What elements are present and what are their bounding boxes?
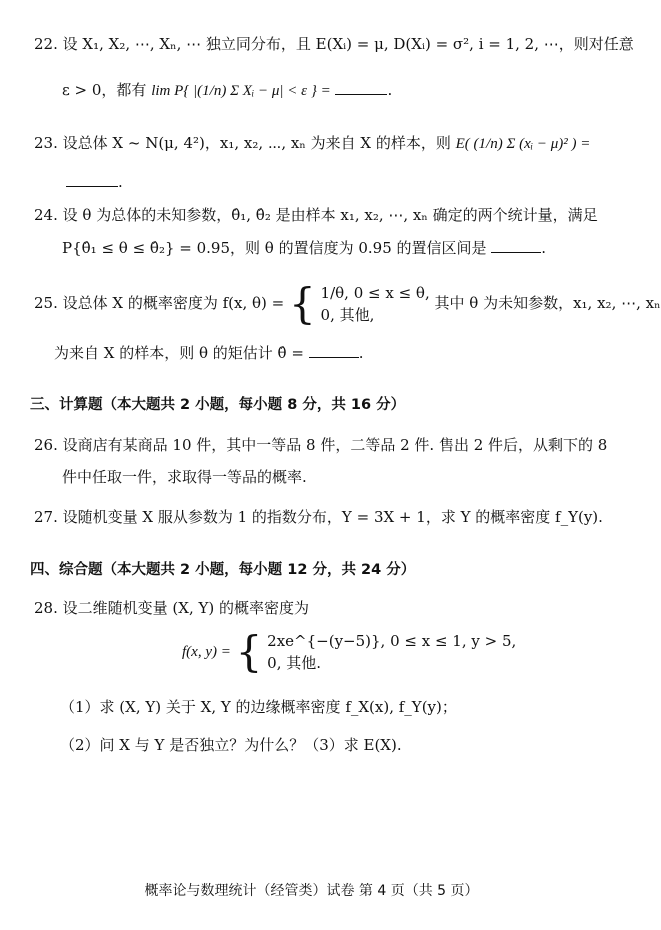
q25-brace: { — [289, 279, 316, 328]
q25-number: 25. — [34, 294, 58, 312]
q23-line2 — [66, 172, 123, 192]
q28-number: 28. — [34, 599, 58, 617]
q22-limit-expr: lim P{ |(1/n) Σ Xᵢ − μ| < ε } = — [151, 83, 331, 99]
q23-number: 23. — [34, 134, 58, 152]
q23-answer-blank[interactable] — [66, 172, 118, 187]
q28-f-prefix: f(x, y) = — [182, 644, 231, 660]
q23-line1 — [34, 133, 590, 154]
q28-case1: 2xe^{−(y−5)}, 0 ≤ x ≤ 1, y > 5, — [267, 632, 517, 650]
q22-answer-blank[interactable] — [335, 80, 387, 95]
q28-text-1: 设二维随机变量 (X, Y) 的概率密度为 — [62, 599, 309, 617]
q25-line1 — [34, 279, 661, 332]
section-4-heading: 四、综合题（本大题共 2 小题，每小题 12 分，共 24 分） — [30, 562, 416, 578]
q24-text-1: 设 θ 为总体的未知参数，θ̂₁, θ̂₂ 是由样本 x₁, x₂, ⋯, xₙ 确定的两个统计量，满足 — [62, 206, 598, 224]
q28-brace: { — [235, 627, 263, 676]
q25-case2: 0, 其他, — [320, 306, 375, 324]
q24-answer-blank[interactable] — [491, 238, 541, 253]
q22-number: 22. — [34, 35, 58, 53]
q22-text-1: 设 X₁, X₂, ⋯, Xₙ, ⋯ 独立同分布，且 E(Xᵢ) = μ, D(Xᵢ) = σ², i = 1, 2, ⋯，则对任意 — [62, 35, 634, 53]
q28-part2: （2）问 X 与 Y 是否独立？为什么？（3）求 E(X). — [60, 736, 402, 754]
q24-line2 — [62, 238, 546, 258]
q24-number: 24. — [34, 206, 58, 224]
q25-prefix: 设总体 X 的概率密度为 f(x, θ) = — [62, 294, 285, 312]
q26-line2: 件中任取一件，求取得一等品的概率. — [62, 468, 307, 486]
q22-suffix: . — [387, 81, 393, 99]
q28-cases — [267, 630, 516, 674]
q27-number: 27. — [34, 508, 58, 526]
q24-text-2: P{θ̂₁ ≤ θ ≤ θ̂₂} = 0.95，则 θ 的置信度为 0.95 的置信区间是 — [62, 239, 487, 257]
q22-prefix: ε > 0，都有 — [62, 81, 147, 99]
q25-answer-blank[interactable] — [309, 343, 359, 358]
q24-suffix: . — [541, 239, 547, 257]
q25-case1: 1/θ, 0 ≤ x ≤ θ, — [320, 284, 430, 302]
q22-line1 — [34, 34, 634, 54]
q25-cases — [321, 282, 430, 326]
q26-number: 26. — [34, 436, 58, 454]
q25-suffix: . — [358, 344, 364, 362]
section-3-heading: 三、计算题（本大题共 2 小题，每小题 8 分，共 16 分） — [30, 397, 406, 413]
q25-suffix-text: 其中 θ 为未知参数，x₁, x₂, ⋯, xₙ — [434, 294, 661, 312]
q25-line2 — [54, 343, 363, 363]
q23-text-1: 设总体 X ~ N(μ, 4²)，x₁, x₂, ⋯, xₙ 为来自 X 的样本，则 — [62, 134, 451, 152]
q23-expectation-expr: E( (1/n) Σ (xᵢ − μ)² ) = — [455, 136, 591, 152]
q27-text-1: 设随机变量 X 服从参数为 1 的指数分布，Y = 3X + 1，求 Y 的概率密度 f_Y(y). — [62, 508, 603, 526]
q28-line1 — [34, 598, 309, 618]
q28-case2: 0, 其他. — [267, 654, 322, 672]
q22-line2 — [62, 80, 392, 101]
q26-text-1: 设商店有某商品 10 件，其中一等品 8 件，二等品 2 件. 售出 2 件后，从剩下的 8 — [62, 436, 608, 454]
q26-line1 — [34, 435, 607, 455]
q25-text-2: 为来自 X 的样本，则 θ 的矩估计 θ̂ = — [54, 344, 304, 362]
q27-line1 — [34, 507, 603, 527]
q28-density — [182, 627, 517, 678]
q28-part1: （1）求 (X, Y) 关于 X, Y 的边缘概率密度 f_X(x), f_Y(y)； — [60, 698, 457, 716]
q24-line1 — [34, 205, 598, 225]
page-footer: 概率论与数理统计（经管类）试卷 第 4 页（共 5 页） — [144, 883, 479, 899]
q23-suffix: . — [118, 173, 123, 191]
